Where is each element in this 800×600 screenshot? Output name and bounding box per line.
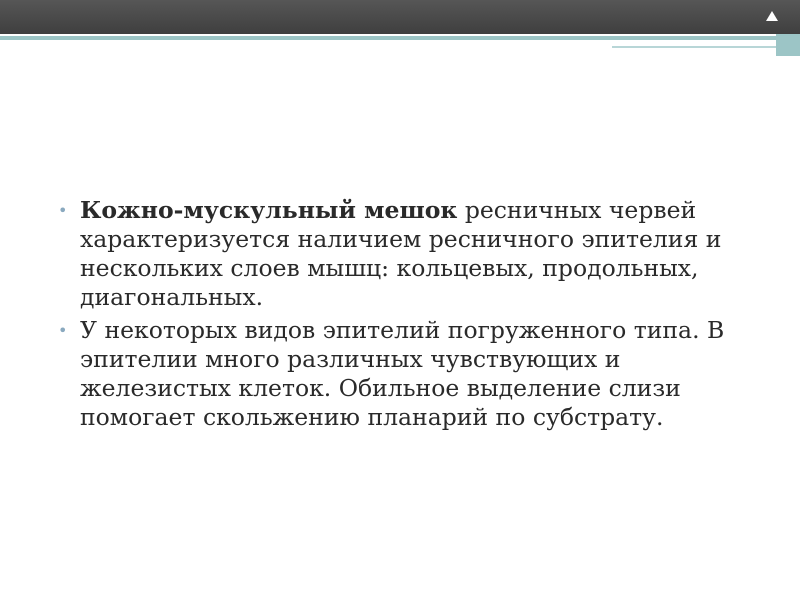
bullet-dot-icon: • (58, 201, 68, 220)
bullet-text: У некоторых видов эпителий погруженного типа. В эпителии много различных чувствующих и железистых клеток. Обильное выделение слизи помогает скольжению планарий по субстрату. (80, 316, 725, 431)
bullet-bold-term: Кожно-мускульный мешок (80, 196, 458, 224)
slide-content (56, 196, 756, 436)
accent-block (776, 34, 800, 56)
bullet-dot-icon: • (58, 321, 68, 340)
top-bar (0, 0, 800, 34)
bullet-item (56, 196, 756, 312)
corner-triangle-icon (766, 11, 778, 21)
accent-line (0, 36, 776, 40)
bullet-item (56, 316, 756, 432)
accent-thin-line (612, 46, 776, 48)
bullet-text: ресничных червей характеризуется наличием ресничного эпителия и нескольких слоев мышц: кольцевых, продольных, диагональных. (80, 196, 722, 311)
